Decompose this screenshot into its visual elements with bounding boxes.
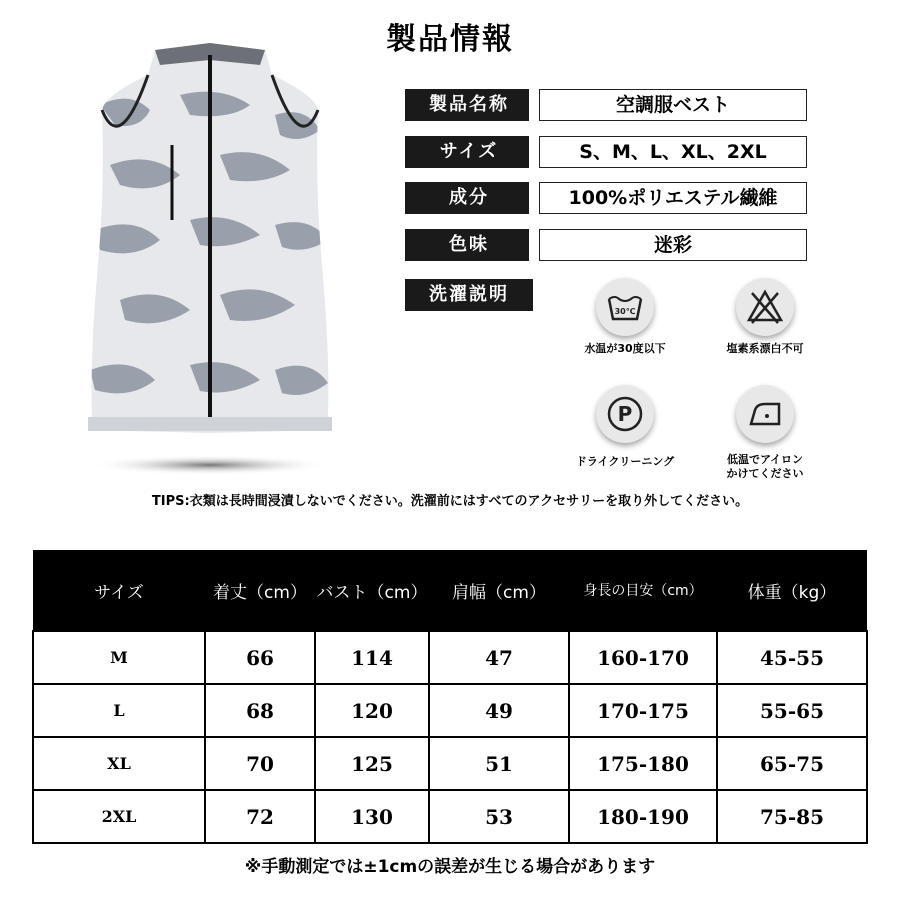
spec-label: 色味 — [405, 229, 533, 261]
spec-label: サイズ — [405, 136, 533, 168]
dry-clean-icon — [605, 394, 645, 434]
spec-label: 製品名称 — [405, 89, 533, 121]
care-item-iron — [695, 385, 835, 481]
header-cell: サイズ — [33, 550, 205, 631]
header-cell: 体重（kg） — [717, 550, 867, 631]
wash-temp-label: 30℃ — [614, 307, 636, 316]
table-cell: 55-65 — [717, 684, 867, 737]
table-cell: 170-175 — [569, 684, 717, 737]
table-cell: 45-55 — [717, 631, 867, 684]
spec-row-product-name — [405, 89, 807, 121]
size-cell: M — [33, 631, 205, 684]
table-cell: 47 — [429, 631, 569, 684]
spec-value: 100%ポリエステル繊維 — [539, 182, 807, 214]
header-cell: 身長の目安（cm） — [569, 550, 717, 631]
page-title: 製品情報 — [386, 22, 514, 57]
size-table-header — [33, 550, 867, 631]
vest-product-image — [60, 35, 360, 485]
table-row — [33, 737, 867, 790]
table-cell: 160-170 — [569, 631, 717, 684]
table-cell: 114 — [315, 631, 429, 684]
care-text: 水温が30度以下 — [584, 342, 666, 355]
table-cell: 70 — [205, 737, 315, 790]
header-cell: バスト（cm） — [315, 550, 429, 631]
table-cell: 72 — [205, 790, 315, 843]
spec-value: 空調服ベスト — [539, 89, 807, 121]
care-text: ドライクリーニング — [575, 455, 675, 468]
size-table — [32, 550, 868, 844]
care-text: 塩素系漂白不可 — [726, 342, 804, 355]
table-cell: 175-180 — [569, 737, 717, 790]
spec-value: 迷彩 — [539, 229, 807, 261]
low-iron-icon — [745, 394, 785, 434]
spec-row-color — [405, 229, 807, 261]
table-cell: 53 — [429, 790, 569, 843]
table-cell: 120 — [315, 684, 429, 737]
table-cell: 125 — [315, 737, 429, 790]
dry-clean-glyph: P — [617, 402, 633, 426]
header-cell: 肩幅（cm） — [429, 550, 569, 631]
table-cell: 65-75 — [717, 737, 867, 790]
care-item-wash — [555, 278, 695, 356]
table-cell: 130 — [315, 790, 429, 843]
table-row — [33, 790, 867, 843]
care-item-bleach — [695, 278, 835, 356]
header-cell: 着丈（cm） — [205, 550, 315, 631]
spec-value: S、M、L、XL、2XL — [539, 136, 807, 168]
size-cell: 2XL — [33, 790, 205, 843]
care-instructions-label: 洗濯説明 — [405, 279, 533, 311]
measurement-note: ※手動測定では±1cmの誤差が生じる場合があります — [244, 857, 656, 877]
table-cell: 75-85 — [717, 790, 867, 843]
table-cell: 49 — [429, 684, 569, 737]
wash-30-icon — [605, 287, 645, 327]
spec-row-size — [405, 136, 807, 168]
size-cell: XL — [33, 737, 205, 790]
care-text-line1: 低温でアイロン — [726, 453, 803, 466]
care-text-line2: かけてください — [726, 467, 804, 480]
spec-row-material — [405, 182, 807, 214]
table-row — [33, 684, 867, 737]
care-item-dryclean — [555, 385, 695, 469]
spec-label: 成分 — [405, 182, 533, 214]
no-bleach-icon — [745, 287, 785, 327]
table-row — [33, 631, 867, 684]
table-cell: 66 — [205, 631, 315, 684]
size-cell: L — [33, 684, 205, 737]
tips-text: TIPS:衣類は長時間浸漬しないでください。洗濯前にはすべてのアクセサリーを取り外してください。 — [151, 494, 749, 509]
table-cell: 68 — [205, 684, 315, 737]
table-cell: 51 — [429, 737, 569, 790]
table-cell: 180-190 — [569, 790, 717, 843]
